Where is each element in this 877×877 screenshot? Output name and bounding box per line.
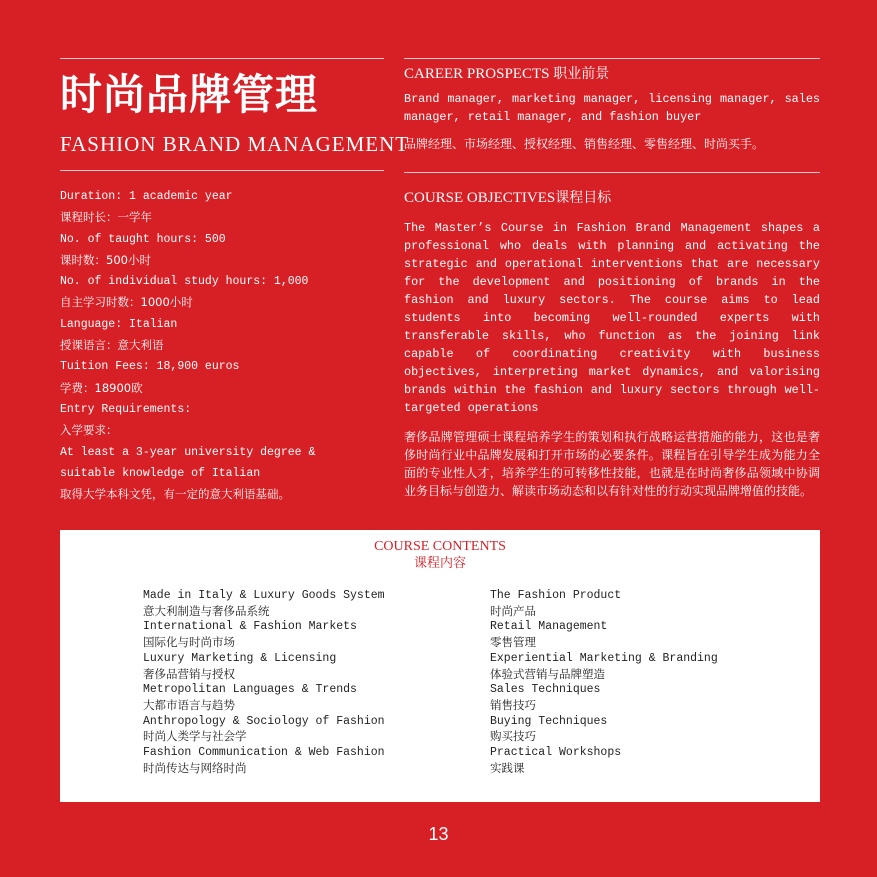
list-item <box>143 714 385 745</box>
item-chinese: 意大利制造与奢侈品系统 <box>143 603 270 618</box>
list-item <box>143 588 385 619</box>
item-english: Retail Management <box>490 620 608 634</box>
career-text-english: Brand manager, marketing manager, licensing manager, sales manager, retail manager, and fashion buyer <box>404 92 820 124</box>
page-number: 13 <box>428 824 449 844</box>
item-chinese: 时尚产品 <box>490 603 536 618</box>
item-english: Buying Techniques <box>490 714 608 728</box>
info-line: 课时数：500小时 <box>60 252 151 267</box>
course-objectives-section <box>404 188 820 500</box>
list-item <box>490 714 718 745</box>
info-line: Tuition Fees: 18,900 euros <box>60 360 240 374</box>
course-contents-panel <box>60 530 820 802</box>
info-line: Entry Requirements: <box>60 402 192 416</box>
contents-column-right <box>490 588 718 776</box>
item-english: Experiential Marketing & Branding <box>490 651 718 665</box>
item-chinese: 奢侈品营销与授权 <box>143 666 235 681</box>
info-line: No. of taught hours: 500 <box>60 232 226 246</box>
heading-chinese: 课程目标 <box>555 190 612 206</box>
career-prospects-heading <box>404 64 820 84</box>
item-chinese: 实践课 <box>490 760 525 775</box>
list-item <box>143 745 385 776</box>
item-english: Metropolitan Languages & Trends <box>143 683 357 697</box>
list-item <box>490 745 718 776</box>
page-title-chinese: 时尚品牌管理 <box>60 70 319 119</box>
item-chinese: 购买技巧 <box>490 729 536 744</box>
heading-chinese: 职业前景 <box>553 66 610 82</box>
info-line: 课程时长：一学年 <box>60 210 152 225</box>
heading-english: CAREER PROSPECTS <box>404 66 550 82</box>
item-english: Luxury Marketing & Licensing <box>143 651 337 665</box>
item-chinese: 大都市语言与趋势 <box>143 697 235 712</box>
contents-column-left <box>143 588 385 776</box>
info-line: At least a 3-year university degree & <box>60 445 316 459</box>
item-chinese: 零售管理 <box>490 635 536 650</box>
list-item <box>490 619 718 650</box>
info-line: No. of individual study hours: 1,000 <box>60 275 309 289</box>
divider-top-left <box>60 58 384 59</box>
info-line: Language: Italian <box>60 317 178 331</box>
list-item <box>490 651 718 682</box>
info-line: suitable knowledge of Italian <box>60 466 261 480</box>
course-contents-subheading: 课程内容 <box>413 556 466 571</box>
career-text-chinese: 品牌经理、市场经理、授权经理、销售经理、零售经理、时尚买手。 <box>404 137 765 151</box>
objectives-text-chinese: 奢侈品牌管理硕士课程培养学生的策划和执行战略运营措施的能力，这也是奢侈时尚行业中品牌发展和打开市场的必要条件。课程旨在引导学生成为能力全面的专业性人才，培养学生的可转移性技能，也就是在时尚奢侈品领域中协调业务目标与创造力、解读市场动态和以有针对性的行动实现品牌增值的技能。 <box>404 430 820 498</box>
item-chinese: 销售技巧 <box>490 697 536 712</box>
divider-mid-right <box>404 172 820 173</box>
info-line: 授课语言：意大利语 <box>60 338 164 353</box>
course-contents-heading: COURSE CONTENTS <box>374 539 506 554</box>
divider-top-right <box>404 58 820 59</box>
list-item <box>490 682 718 713</box>
info-line: 学费：18900欧 <box>60 380 143 395</box>
list-item <box>143 619 385 650</box>
item-chinese: 体验式营销与品牌塑造 <box>490 666 605 681</box>
item-chinese: 时尚人类学与社会学 <box>143 729 247 744</box>
item-chinese: 国际化与时尚市场 <box>143 635 235 650</box>
item-english: Fashion Communication & Web Fashion <box>143 746 385 760</box>
item-english: The Fashion Product <box>490 589 622 602</box>
career-prospects-section <box>404 64 820 153</box>
course-info <box>60 186 390 505</box>
item-chinese: 时尚传达与网络时尚 <box>143 760 247 775</box>
item-english: Made in Italy & Luxury Goods System <box>143 589 385 602</box>
list-item <box>143 651 385 682</box>
divider-mid-left <box>60 170 384 171</box>
info-line: Duration: 1 academic year <box>60 190 233 203</box>
item-english: International & Fashion Markets <box>143 620 357 634</box>
info-line: 自主学习时数：1000小时 <box>60 295 193 310</box>
item-english: Practical Workshops <box>490 746 622 760</box>
heading-english: COURSE OBJECTIVES <box>404 190 556 206</box>
item-english: Sales Techniques <box>490 683 601 697</box>
list-item <box>490 588 718 619</box>
course-objectives-heading <box>404 188 820 208</box>
page-title-english: FASHION BRAND MANAGEMENT <box>60 132 410 156</box>
info-line: 取得大学本科文凭，有一定的意大利语基础。 <box>60 487 290 502</box>
list-item <box>143 682 385 713</box>
item-english: Anthropology & Sociology of Fashion <box>143 714 385 728</box>
info-line: 入学要求： <box>60 423 118 438</box>
objectives-text-english: The Master’s Course in Fashion Brand Management shapes a professional who deals with planning and activating the strategic and operational interventions that are necessary for the development and positioning of brands in the fashion and luxury sectors. The course aims to lead students into becoming well-rounded experts with transferable skills, who function as the joining link capable of coordinating creativity with business objectives, interpreting market dynamics, and valorising brands within the fashion and luxury sectors through well-targeted operations <box>404 221 820 415</box>
